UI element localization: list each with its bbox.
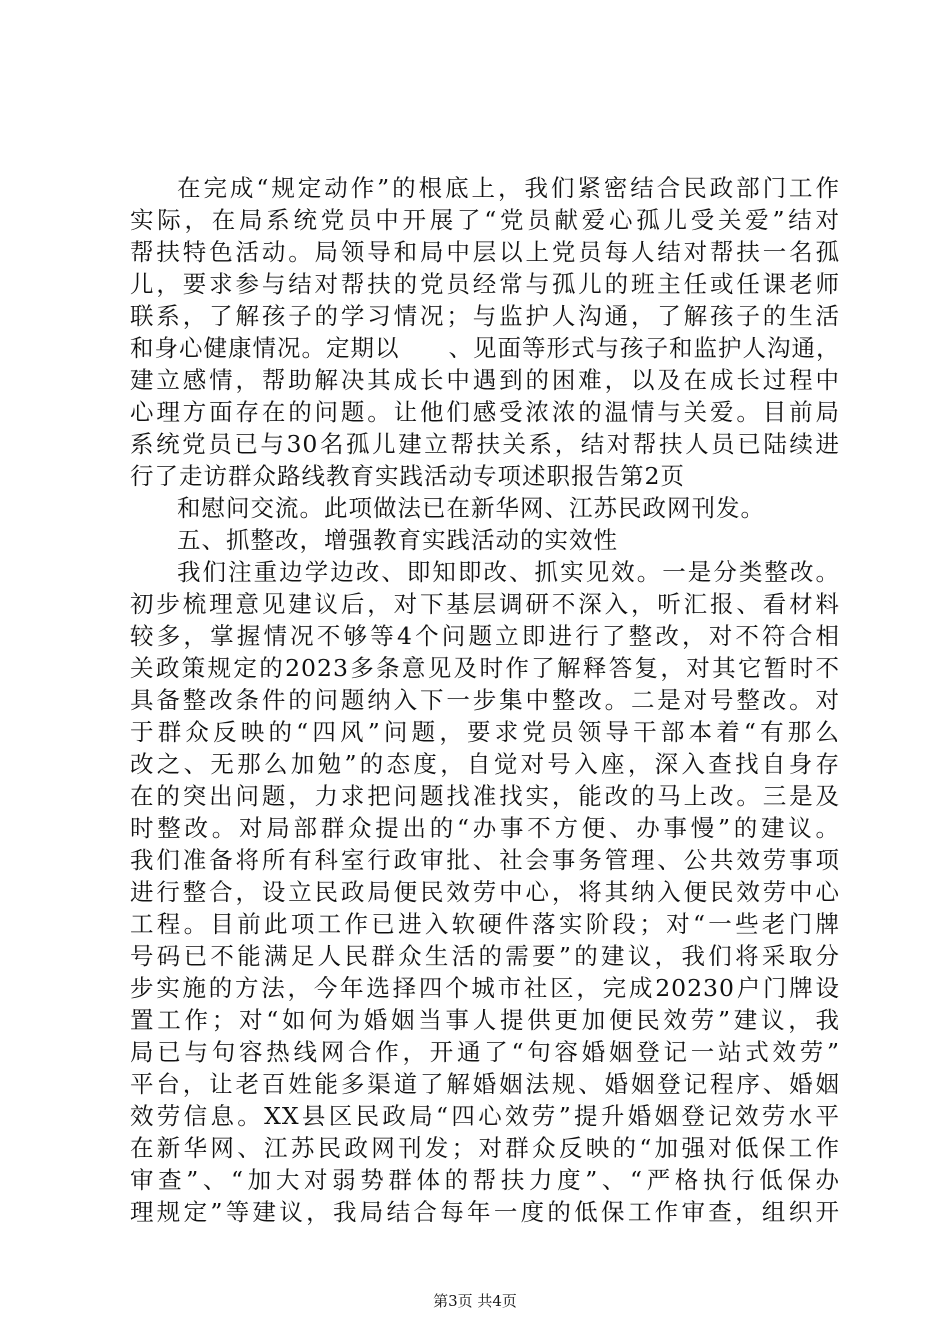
- paragraph-line: 时整改。对局部群众提出的“办事不方便、办事慢”的建议。: [130, 814, 840, 842]
- paragraph-line: 关政策规定的2023多条意见及时作了解释答复，对其它暂时不: [130, 654, 840, 682]
- paragraph-line: 进行整合，设立民政局便民效劳中心，将其纳入便民效劳中心: [130, 878, 840, 906]
- paragraph-line: 置工作；对“如何为婚姻当事人提供更加便民效劳”建议，我: [130, 1006, 840, 1034]
- paragraph-line: 行了走访群众路线教育实践活动专项述职报告第2页: [130, 462, 685, 490]
- paragraph-line: 儿，要求参与结对帮扶的党员经常与孤儿的班主任或任课老师: [130, 270, 840, 298]
- paragraph-line: 和身心健康情况。定期以 、见面等形式与孩子和监护人沟通，: [130, 334, 841, 362]
- paragraph-line: 我们准备将所有科室行政审批、社会事务管理、公共效劳事项: [130, 846, 840, 874]
- paragraph-line: 在的突出问题，力求把问题找准找实，能改的马上改。三是及: [130, 782, 840, 810]
- paragraph-line: 在完成“规定动作”的根底上，我们紧密结合民政部门工作: [177, 174, 840, 202]
- paragraph-line: 我们注重边学边改、即知即改、抓实见效。一是分类整改。: [177, 558, 840, 586]
- paragraph-line: 工程。目前此项工作已进入软硬件落实阶段；对“一些老门牌: [130, 910, 840, 938]
- paragraph-line: 局已与句容热线网合作，开通了“句容婚姻登记一站式效劳”: [130, 1038, 840, 1066]
- paragraph-line: 平台，让老百姓能多渠道了解婚姻法规、婚姻登记程序、婚姻: [130, 1070, 840, 1098]
- document-body: [130, 172, 840, 1228]
- paragraph-line: 于群众反映的“四风”问题，要求党员领导干部本着“有那么: [130, 718, 840, 746]
- paragraph-line: 实际，在局系统党员中开展了“党员献爱心孤儿受关爱”结对: [130, 206, 840, 234]
- paragraph-line: 审查”、“加大对弱势群体的帮扶力度”、“严格执行低保办: [130, 1166, 840, 1194]
- paragraph-line: 理规定”等建议，我局结合每年一度的低保工作审查，组织开: [130, 1198, 840, 1226]
- paragraph-line: 具备整改条件的问题纳入下一步集中整改。二是对号整改。对: [130, 686, 840, 714]
- paragraph-line: 号码已不能满足人民群众生活的需要”的建议，我们将采取分: [130, 942, 840, 970]
- paragraph-line: 和慰问交流。此项做法已在新华网、江苏民政网刊发。: [177, 494, 765, 522]
- paragraph-line: 系统党员已与30名孤儿建立帮扶关系，结对帮扶人员已陆续进: [130, 430, 840, 458]
- paragraph-line: 心理方面存在的问题。让他们感受浓浓的温情与关爱。目前局: [130, 398, 840, 426]
- paragraph-line: 建立感情，帮助解决其成长中遇到的困难，以及在成长过程中: [130, 366, 840, 394]
- paragraph-line: 改之、无那么加勉”的态度，自觉对号入座，深入查找自身存: [130, 750, 840, 778]
- section-heading: 五、抓整改，增强教育实践活动的实效性: [177, 526, 618, 554]
- page-number-footer: 第3页 共4页: [433, 1292, 517, 1310]
- paragraph-line: 效劳信息。XX县区民政局“四心效劳”提升婚姻登记效劳水平: [130, 1102, 840, 1130]
- paragraph-line: 帮扶特色活动。局领导和局中层以上党员每人结对帮扶一名孤: [130, 238, 840, 266]
- paragraph-line: 在新华网、江苏民政网刊发；对群众反映的“加强对低保工作: [130, 1134, 840, 1162]
- paragraph-line: 步实施的方法，今年选择四个城市社区，完成20230户门牌设: [130, 974, 840, 1002]
- paragraph-line: 联系，了解孩子的学习情况；与监护人沟通，了解孩子的生活: [130, 302, 840, 330]
- paragraph-line: 较多，掌握情况不够等4个问题立即进行了整改，对不符合相: [130, 622, 840, 650]
- paragraph-line: 初步梳理意见建议后，对下基层调研不深入，听汇报、看材料: [130, 590, 840, 618]
